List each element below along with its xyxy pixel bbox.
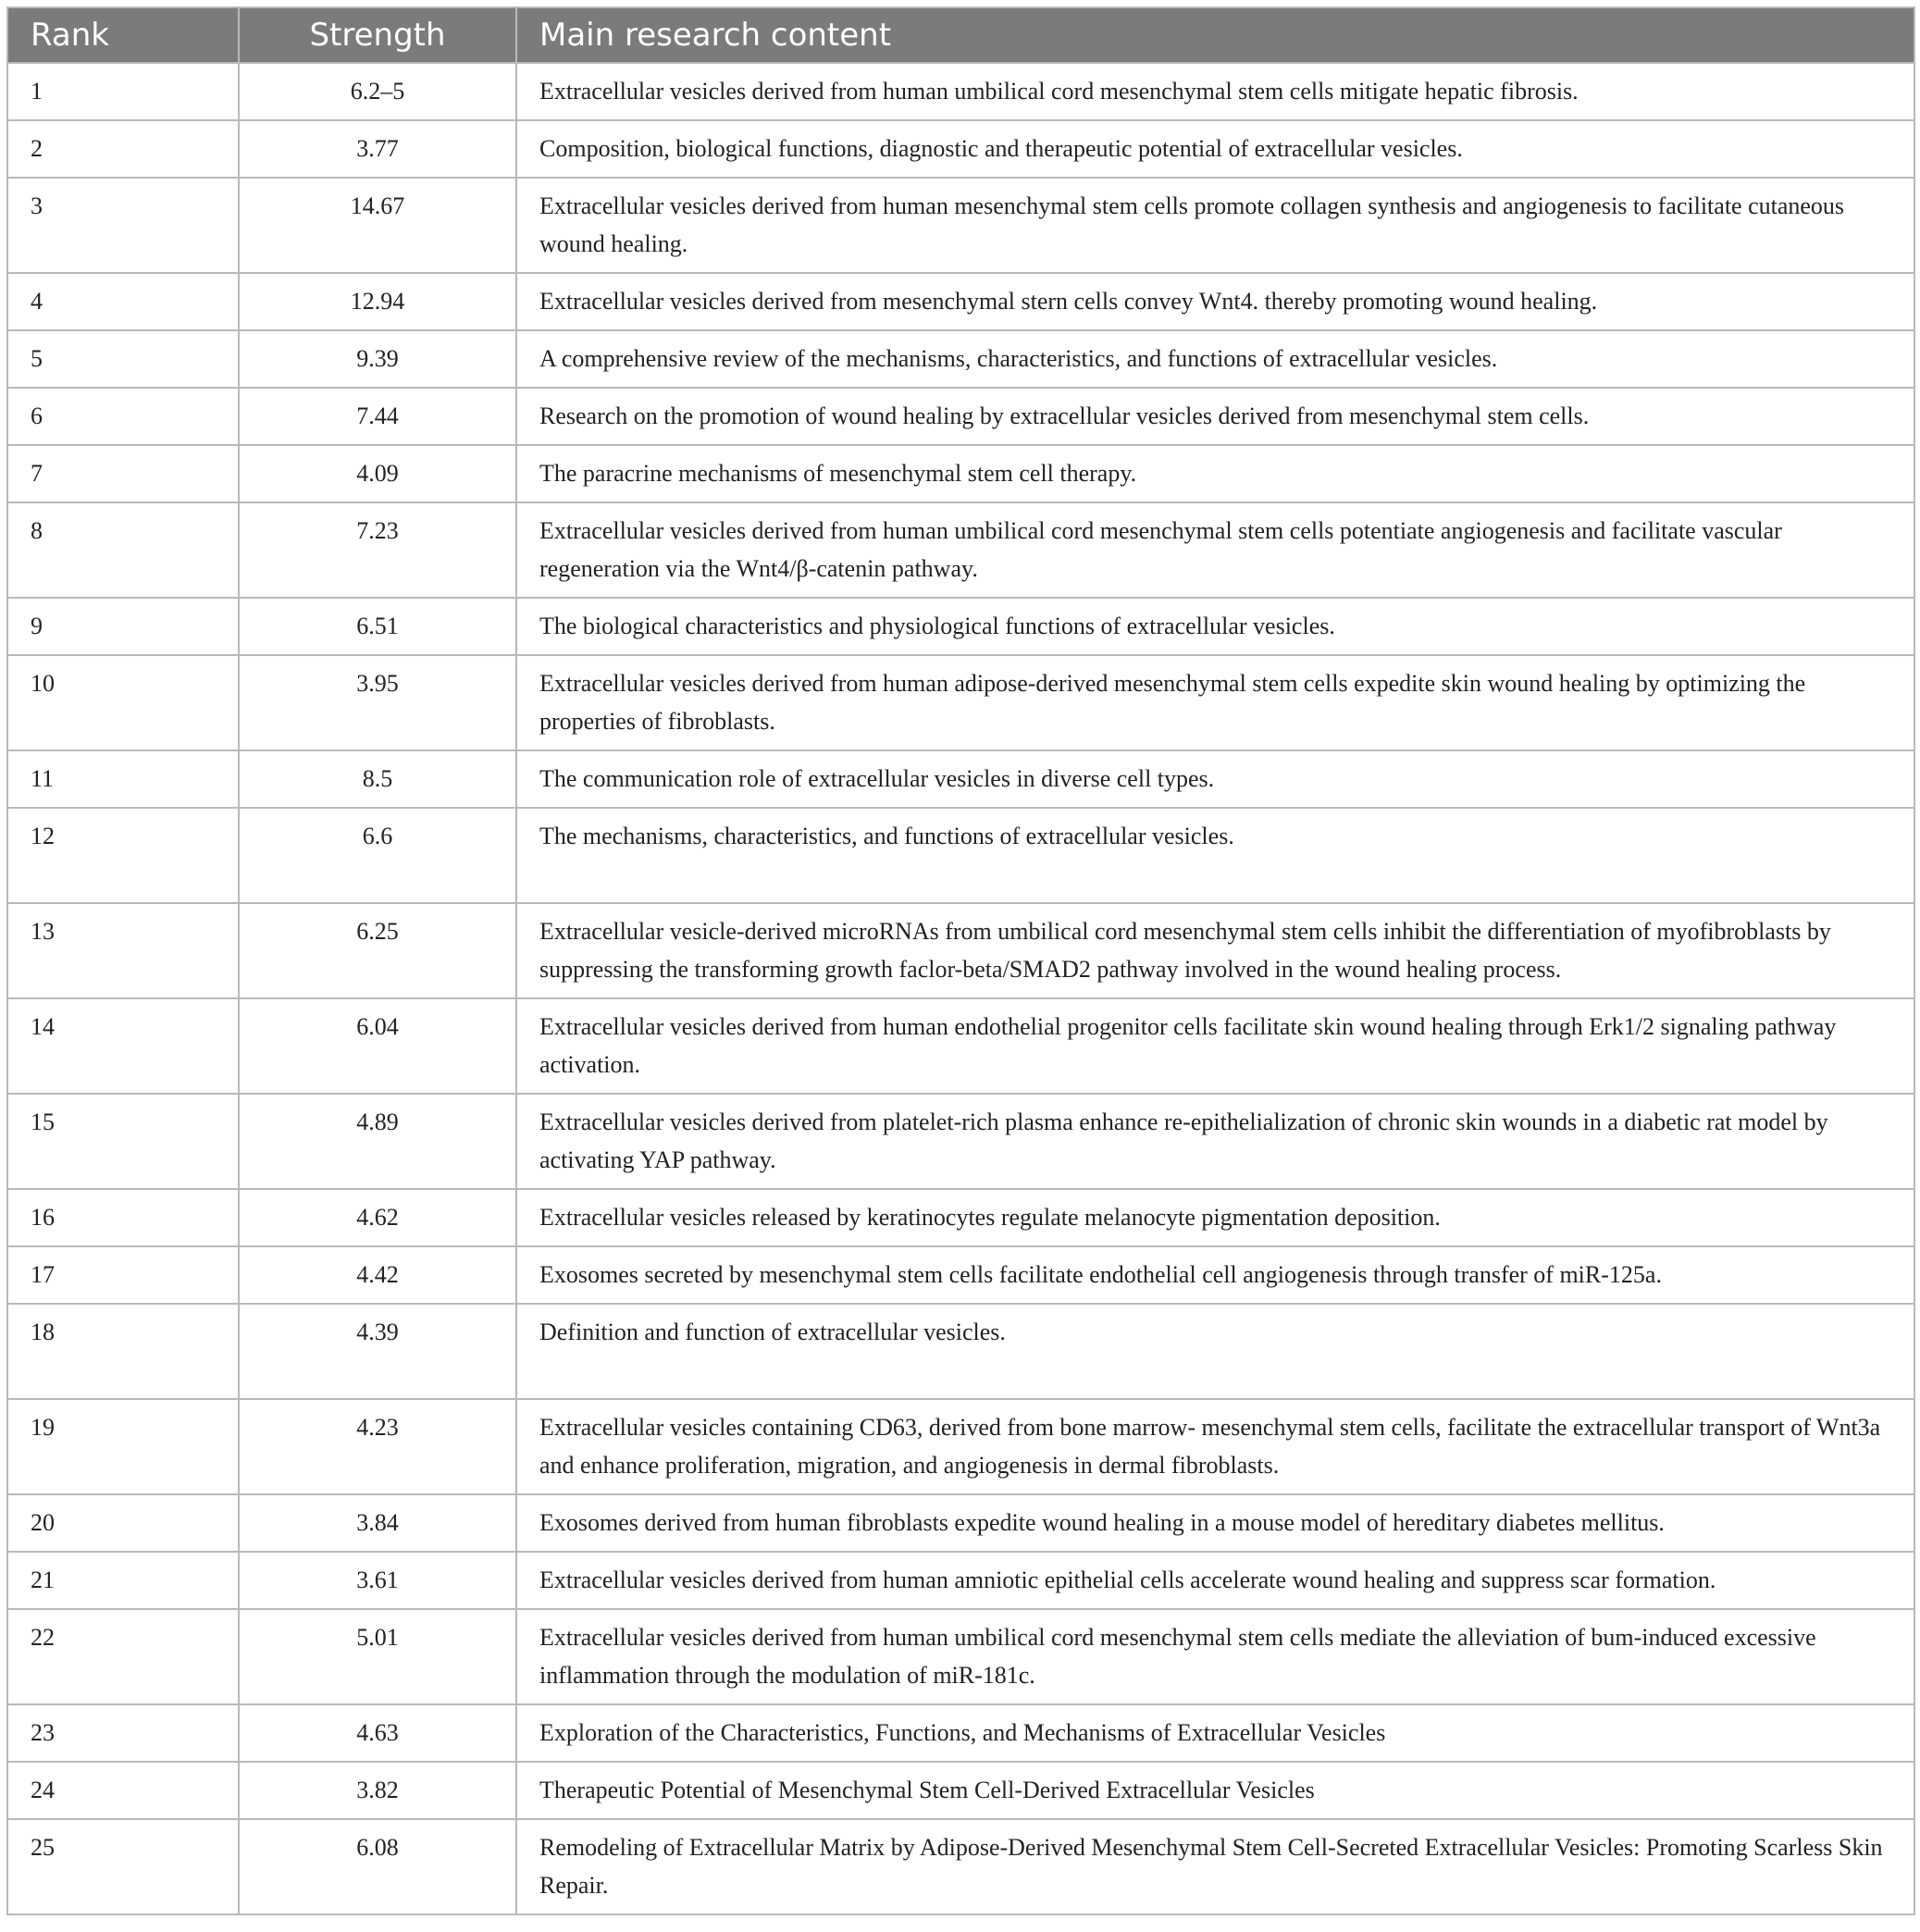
strength-cell: 6.2–5 — [239, 63, 516, 120]
strength-cell: 6.08 — [239, 1819, 516, 1914]
table-row — [7, 808, 1914, 903]
header-row — [7, 7, 1914, 63]
table-row — [7, 388, 1914, 445]
strength-cell: 3.61 — [239, 1552, 516, 1609]
content-cell: The communication role of extracellular vesicles in diverse cell types. — [516, 750, 1914, 808]
strength-cell: 7.23 — [239, 502, 516, 598]
table-body — [7, 63, 1914, 1914]
content-cell: Exosomes derived from human fibroblasts expedite wound healing in a mouse model of hereditary diabetes mellitus. — [516, 1494, 1914, 1552]
rank-cell: 8 — [7, 502, 239, 598]
strength-cell: 4.39 — [239, 1304, 516, 1399]
strength-cell: 4.63 — [239, 1704, 516, 1762]
content-cell: Extracellular vesicles derived from human umbilical cord mesenchymal stem cells potentiate angiogenesis and facilitate vascular regeneration via the Wnt4/β-catenin pathway. — [516, 502, 1914, 598]
strength-cell: 3.77 — [239, 120, 516, 178]
table-row — [7, 1552, 1914, 1609]
strength-cell: 6.04 — [239, 998, 516, 1094]
strength-cell: 6.51 — [239, 598, 516, 655]
rank-cell: 2 — [7, 120, 239, 178]
strength-cell: 5.01 — [239, 1609, 516, 1704]
table-row — [7, 998, 1914, 1094]
table-row — [7, 445, 1914, 502]
strength-cell: 6.6 — [239, 808, 516, 903]
content-cell: Extracellular vesicles derived from human mesenchymal stem cells promote collagen synthesis and angiogenesis to facilitate cutaneous wound healing. — [516, 178, 1914, 273]
rank-cell: 4 — [7, 273, 239, 330]
rank-cell: 19 — [7, 1399, 239, 1494]
table-row — [7, 1304, 1914, 1399]
table-row — [7, 273, 1914, 330]
rank-cell: 14 — [7, 998, 239, 1094]
strength-cell: 3.95 — [239, 655, 516, 750]
rank-cell: 12 — [7, 808, 239, 903]
table-row — [7, 1609, 1914, 1704]
table-row — [7, 598, 1914, 655]
rank-cell: 17 — [7, 1246, 239, 1304]
table-row — [7, 330, 1914, 388]
strength-cell: 12.94 — [239, 273, 516, 330]
rank-cell: 16 — [7, 1189, 239, 1246]
table-header — [7, 7, 1914, 63]
rank-cell: 3 — [7, 178, 239, 273]
table-row — [7, 903, 1914, 998]
rank-cell: 20 — [7, 1494, 239, 1552]
rank-cell: 13 — [7, 903, 239, 998]
content-cell: Extracellular vesicles derived from platelet-rich plasma enhance re-epithelialization of chronic skin wounds in a diabetic rat model by activating YAP pathway. — [516, 1094, 1914, 1189]
table-row — [7, 1704, 1914, 1762]
content-cell: Composition, biological functions, diagnostic and therapeutic potential of extracellular vesicles. — [516, 120, 1914, 178]
table-row — [7, 655, 1914, 750]
content-cell: A comprehensive review of the mechanisms, characteristics, and functions of extracellular vesicles. — [516, 330, 1914, 388]
strength-cell: 4.23 — [239, 1399, 516, 1494]
rank-cell: 7 — [7, 445, 239, 502]
rank-cell: 15 — [7, 1094, 239, 1189]
table-row — [7, 1819, 1914, 1914]
content-cell: Remodeling of Extracellular Matrix by Adipose-Derived Mesenchymal Stem Cell-Secreted Extracellular Vesicles: Promoting Scarless Skin Repair. — [516, 1819, 1914, 1914]
research-table — [6, 6, 1915, 1915]
content-cell: Research on the promotion of wound healing by extracellular vesicles derived from mesenchymal stem cells. — [516, 388, 1914, 445]
rank-cell: 11 — [7, 750, 239, 808]
content-cell: Extracellular vesicles derived from human umbilical cord mesenchymal stem cells mitigate hepatic fibrosis. — [516, 63, 1914, 120]
rank-cell: 9 — [7, 598, 239, 655]
header-strength: Strength — [239, 7, 516, 63]
rank-cell: 21 — [7, 1552, 239, 1609]
strength-cell: 4.62 — [239, 1189, 516, 1246]
strength-cell: 7.44 — [239, 388, 516, 445]
content-cell: Extracellular vesicles released by keratinocytes regulate melanocyte pigmentation deposition. — [516, 1189, 1914, 1246]
content-cell: Extracellular vesicle-derived microRNAs from umbilical cord mesenchymal stem cells inhibit the differentiation of myofibroblasts by suppressing the transforming growth faclor-beta/SMAD2 pathway involved in the wound healing process. — [516, 903, 1914, 998]
table-row — [7, 502, 1914, 598]
table-row — [7, 1189, 1914, 1246]
content-cell: Therapeutic Potential of Mesenchymal Stem Cell-Derived Extracellular Vesicles — [516, 1762, 1914, 1819]
table-row — [7, 1094, 1914, 1189]
strength-cell: 4.42 — [239, 1246, 516, 1304]
rank-cell: 23 — [7, 1704, 239, 1762]
header-rank: Rank — [7, 7, 239, 63]
strength-cell: 9.39 — [239, 330, 516, 388]
content-cell: Exosomes secreted by mesenchymal stem cells facilitate endothelial cell angiogenesis through transfer of miR-125a. — [516, 1246, 1914, 1304]
content-cell: Extracellular vesicles derived from human umbilical cord mesenchymal stem cells mediate the alleviation of bum-induced excessive inflammation through the modulation of miR-181c. — [516, 1609, 1914, 1704]
content-cell: Extracellular vesicles derived from human endothelial progenitor cells facilitate skin wound healing through Erk1/2 signaling pathway activation. — [516, 998, 1914, 1094]
content-cell: Definition and function of extracellular vesicles. — [516, 1304, 1914, 1399]
table-row — [7, 63, 1914, 120]
rank-cell: 25 — [7, 1819, 239, 1914]
content-cell: The paracrine mechanisms of mesenchymal stem cell therapy. — [516, 445, 1914, 502]
strength-cell: 6.25 — [239, 903, 516, 998]
content-cell: The mechanisms, characteristics, and functions of extracellular vesicles. — [516, 808, 1914, 903]
table-row — [7, 750, 1914, 808]
table-row — [7, 178, 1914, 273]
strength-cell: 3.84 — [239, 1494, 516, 1552]
strength-cell: 4.09 — [239, 445, 516, 502]
rank-cell: 10 — [7, 655, 239, 750]
table-row — [7, 1246, 1914, 1304]
strength-cell: 14.67 — [239, 178, 516, 273]
table-row — [7, 120, 1914, 178]
table-row — [7, 1494, 1914, 1552]
content-cell: Extracellular vesicles derived from human amniotic epithelial cells accelerate wound healing and suppress scar formation. — [516, 1552, 1914, 1609]
rank-cell: 18 — [7, 1304, 239, 1399]
rank-cell: 6 — [7, 388, 239, 445]
content-cell: Extracellular vesicles containing CD63, derived from bone marrow- mesenchymal stem cells, facilitate the extracellular transport of Wnt3a and enhance proliferation, migration, and angiogenesis in dermal fibroblasts. — [516, 1399, 1914, 1494]
table-row — [7, 1399, 1914, 1494]
table-row — [7, 1762, 1914, 1819]
rank-cell: 24 — [7, 1762, 239, 1819]
content-cell: The biological characteristics and physiological functions of extracellular vesicles. — [516, 598, 1914, 655]
content-cell: Extracellular vesicles derived from human adipose-derived mesenchymal stem cells expedite skin wound healing by optimizing the properties of fibroblasts. — [516, 655, 1914, 750]
strength-cell: 3.82 — [239, 1762, 516, 1819]
rank-cell: 1 — [7, 63, 239, 120]
strength-cell: 4.89 — [239, 1094, 516, 1189]
content-cell: Extracellular vesicles derived from mesenchymal stern cells convey Wnt4. thereby promoting wound healing. — [516, 273, 1914, 330]
content-cell: Exploration of the Characteristics, Functions, and Mechanisms of Extracellular Vesicles — [516, 1704, 1914, 1762]
rank-cell: 22 — [7, 1609, 239, 1704]
rank-cell: 5 — [7, 330, 239, 388]
strength-cell: 8.5 — [239, 750, 516, 808]
header-main-research-content: Main research content — [516, 7, 1914, 63]
